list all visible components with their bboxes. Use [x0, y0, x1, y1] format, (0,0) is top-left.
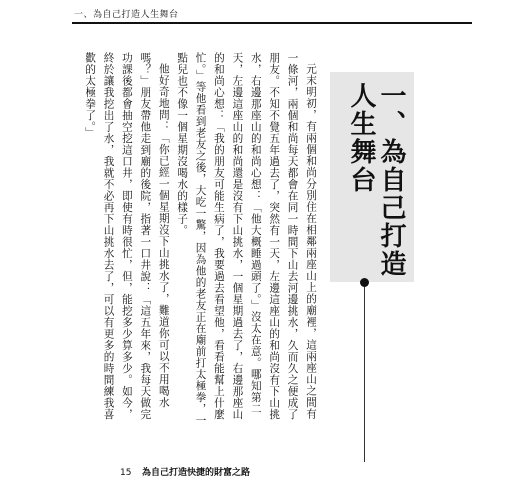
chapter-title: 一、為自己打造人生舞台: [346, 82, 406, 278]
chapter-line: [364, 282, 365, 462]
running-header-title: 一、為自己打造人生舞台: [74, 10, 179, 20]
book-title: 為自己打造快捷的財富之路: [142, 468, 251, 478]
paragraph-2: 他好奇地問：「你已經一個星期沒下山挑水了，難道你可以不用喝水嗎？」朋友帶他走到廟的後院，指著一口井說：「這五年來，我每天做完功課後都會抽空挖這口井，即使有時很忙，但，能挖多少算多少。如今，終於讓我挖出了水，我就不必再下山挑水去了，可以有更多的時間練我喜歡的太極拳了。」: [84, 52, 170, 420]
body-text: [84, 52, 320, 430]
paragraph-1: 元末明初，有兩個和尚分別住在相鄰兩座山上的廟裡，這兩座山之間有一條河，兩個和尚每天都會在同一時間下山去河邊挑水，久而久之便成了朋友。不知不覺五年過去了，突然有一天，左邊這座山的和尚沒有下山挑水，右邊那座山的和尚心想：「他大概睡過頭了。」沒太在意。哪知第二天，左邊這座山的和尚還是沒有下山挑水，一個星期過去了，右邊那座山的和尚心想：「我的朋友可能生病了，我要過去看望他，看看能幫上什麼忙。」等他看到老友之後，大吃一驚，因為他的老友正在廟前打太極拳，一點兒也不像一個星期沒喝水的樣子。: [176, 52, 317, 427]
page-footer: [120, 466, 420, 480]
running-header: [72, 8, 472, 26]
chapter-dot: [360, 278, 369, 287]
page-number: 15: [120, 468, 132, 478]
header-rule: [72, 22, 472, 24]
